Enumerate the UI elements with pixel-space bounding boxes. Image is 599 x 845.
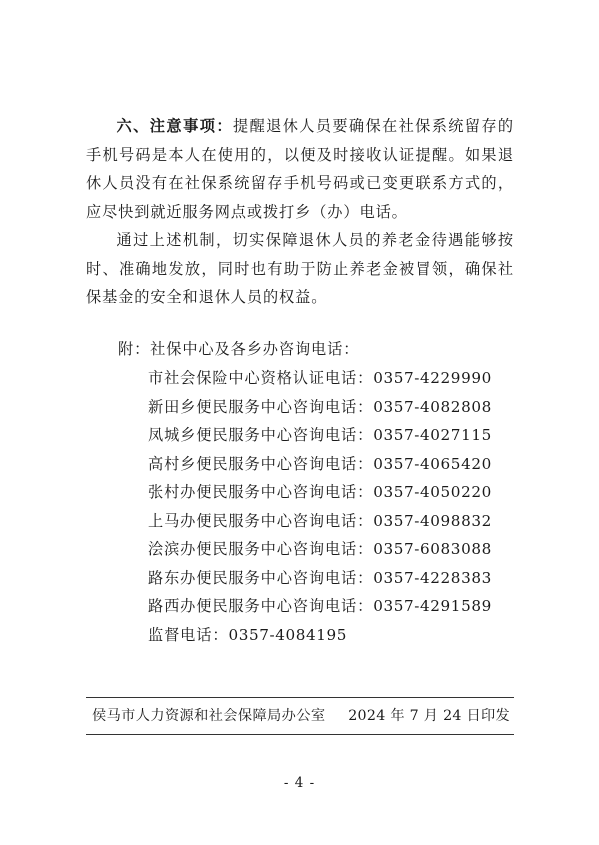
contact-name: 张村办便民服务中心咨询电话：: [148, 483, 374, 501]
closing-text: 通过上述机制，切实保障退休人员的养老金待遇能够按时、准确地发放，同时也有助于防止养老金被冒领，确保社保基金的安全和退休人员的权益。: [86, 231, 514, 307]
contact-item: [148, 364, 492, 393]
contact-list: [148, 364, 492, 649]
contact-name: 市社会保险中心资格认证电话：: [148, 369, 374, 387]
contact-item: [148, 507, 492, 536]
contact-phone: 0357-4291589: [373, 597, 492, 615]
contact-phone: 0357-4027115: [373, 426, 492, 444]
contact-name: 路西办便民服务中心咨询电话：: [148, 597, 374, 615]
contact-phone: 0357-6083088: [373, 540, 492, 558]
contact-item: [148, 393, 492, 422]
contact-name: 凤城乡便民服务中心咨询电话：: [148, 426, 374, 444]
contact-item: [148, 564, 492, 593]
page-number: - 4 -: [283, 775, 316, 791]
contact-item: [148, 450, 492, 479]
contact-phone: 0357-4065420: [373, 454, 492, 473]
contact-name: 路东办便民服务中心咨询电话：: [148, 568, 374, 587]
contact-phone: 0357-4082808: [373, 397, 492, 416]
contact-name: 监督电话：: [148, 625, 229, 644]
contact-phone: 0357-4098832: [373, 511, 492, 530]
issue-date: 2024 年 7 月 24 日印发: [348, 708, 510, 724]
contact-phone: 0357-4229990: [373, 369, 492, 387]
section-six-heading: 六、注意事项：: [116, 117, 234, 135]
contact-name: 高村乡便民服务中心咨询电话：: [148, 454, 374, 473]
contact-item: [148, 592, 492, 621]
contact-name: 新田乡便民服务中心咨询电话：: [148, 397, 374, 416]
issuance-footer: [86, 697, 514, 735]
contact-item: [148, 478, 492, 507]
section-six-text: 提醒退休人员要确保在社保系统留存的手机号码是本人在使用的，以便及时接收认证提醒。如果退休人员没有在社保系统留存手机号码或已变更联系方式的，应尽快到就近服务网点或拨打乡（办）电话。: [86, 117, 514, 221]
contact-item: [148, 621, 492, 650]
section-six-paragraph: [86, 112, 514, 226]
closing-paragraph: [86, 226, 514, 312]
contact-name: 浍滨办便民服务中心咨询电话：: [148, 540, 374, 558]
appendix-title: 附：社保中心及各乡办咨询电话：: [118, 340, 360, 358]
contact-item: [148, 535, 492, 564]
issuer-name: 侯马市人力资源和社会保障局办公室: [92, 708, 326, 724]
contact-phone: 0357-4050220: [373, 483, 492, 501]
contact-phone: 0357-4084195: [228, 625, 348, 644]
contact-name: 上马办便民服务中心咨询电话：: [148, 511, 374, 530]
contact-phone: 0357-4228383: [373, 568, 492, 587]
contact-item: [148, 421, 492, 450]
